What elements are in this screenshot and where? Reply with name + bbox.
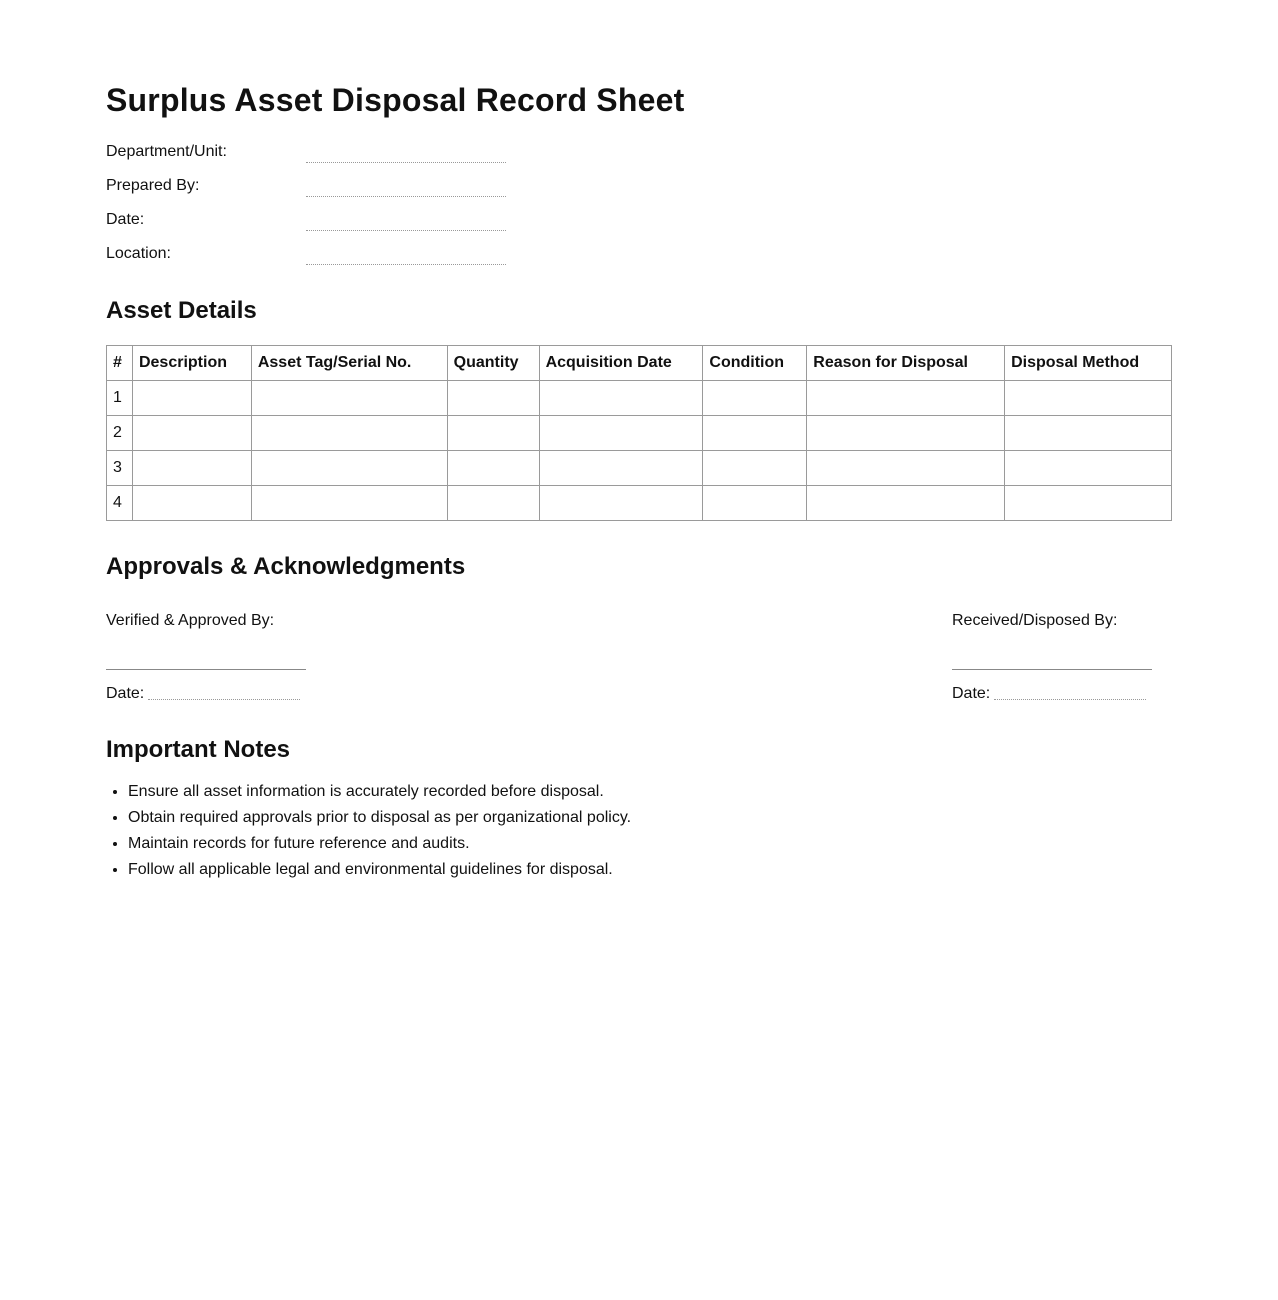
verified-signature-line[interactable] (106, 669, 306, 670)
column-header: Disposal Method (1005, 346, 1172, 381)
header-fields (106, 141, 506, 277)
column-header: Condition (703, 346, 807, 381)
table-cell[interactable] (447, 381, 539, 416)
department-input-line[interactable] (306, 162, 506, 163)
table-cell[interactable] (1005, 451, 1172, 486)
table-cell[interactable] (447, 416, 539, 451)
table-cell[interactable] (251, 416, 447, 451)
column-header: Description (132, 346, 251, 381)
table-cell[interactable] (251, 451, 447, 486)
field-prepared-by (106, 175, 506, 209)
document-title: Surplus Asset Disposal Record Sheet (106, 82, 685, 118)
field-department (106, 141, 506, 175)
asset-details-table (106, 345, 1172, 521)
table-cell[interactable] (251, 381, 447, 416)
table-header-row (107, 346, 1172, 381)
table-cell[interactable] (447, 451, 539, 486)
verified-date-row (106, 685, 306, 705)
table-cell[interactable] (807, 381, 1005, 416)
table-cell[interactable] (132, 486, 251, 521)
column-header: Quantity (447, 346, 539, 381)
row-number: 2 (107, 416, 133, 451)
table-cell[interactable] (703, 381, 807, 416)
table-cell[interactable] (703, 451, 807, 486)
field-date (106, 209, 506, 243)
table-cell[interactable] (447, 486, 539, 521)
verified-date-line[interactable] (148, 699, 300, 700)
list-item: • Obtain required approvals prior to disposal as per organizational policy. (128, 808, 631, 834)
verified-approved-label: Verified & Approved By: (106, 612, 275, 629)
notes-list (128, 782, 631, 886)
list-item: • Follow all applicable legal and environmental guidelines for disposal. (128, 860, 631, 886)
approval-verified-block (106, 612, 306, 702)
field-label: Location: (106, 245, 171, 262)
list-item: • Maintain records for future reference and audits. (128, 834, 631, 860)
table-cell[interactable] (132, 416, 251, 451)
table-row (107, 416, 1172, 451)
list-item: • Ensure all asset information is accurately recorded before disposal. (128, 782, 631, 808)
table-cell[interactable] (1005, 416, 1172, 451)
received-disposed-label: Received/Disposed By: (952, 612, 1118, 629)
table-cell[interactable] (807, 451, 1005, 486)
table-cell[interactable] (1005, 381, 1172, 416)
table-cell[interactable] (1005, 486, 1172, 521)
table-cell[interactable] (132, 451, 251, 486)
date-label: Date: (952, 685, 991, 702)
received-signature-line[interactable] (952, 669, 1152, 670)
column-header: Acquisition Date (539, 346, 703, 381)
prepared-by-input-line[interactable] (306, 196, 506, 197)
table-cell[interactable] (539, 486, 703, 521)
table-cell[interactable] (539, 451, 703, 486)
table-cell[interactable] (539, 381, 703, 416)
field-label: Department/Unit: (106, 143, 227, 160)
received-date-row (952, 685, 1152, 705)
section-title-approvals: Approvals & Acknowledgments (106, 553, 466, 580)
column-header: Asset Tag/Serial No. (251, 346, 447, 381)
received-date-line[interactable] (994, 699, 1146, 700)
section-title-asset-details: Asset Details (106, 297, 257, 324)
field-label: Prepared By: (106, 177, 200, 194)
table-cell[interactable] (807, 486, 1005, 521)
row-number: 4 (107, 486, 133, 521)
row-number: 1 (107, 381, 133, 416)
row-number: 3 (107, 451, 133, 486)
table-cell[interactable] (132, 381, 251, 416)
table-row (107, 451, 1172, 486)
table-row (107, 486, 1172, 521)
location-input-line[interactable] (306, 264, 506, 265)
table-cell[interactable] (703, 486, 807, 521)
column-header: Reason for Disposal (807, 346, 1005, 381)
table-cell[interactable] (539, 416, 703, 451)
field-location (106, 243, 506, 277)
approval-received-block (952, 612, 1152, 702)
column-header: # (107, 346, 133, 381)
section-title-important-notes: Important Notes (106, 736, 291, 763)
table-cell[interactable] (251, 486, 447, 521)
date-input-line[interactable] (306, 230, 506, 231)
date-label: Date: (106, 685, 145, 702)
table-cell[interactable] (807, 416, 1005, 451)
table-cell[interactable] (703, 416, 807, 451)
table-row (107, 381, 1172, 416)
field-label: Date: (106, 211, 145, 228)
